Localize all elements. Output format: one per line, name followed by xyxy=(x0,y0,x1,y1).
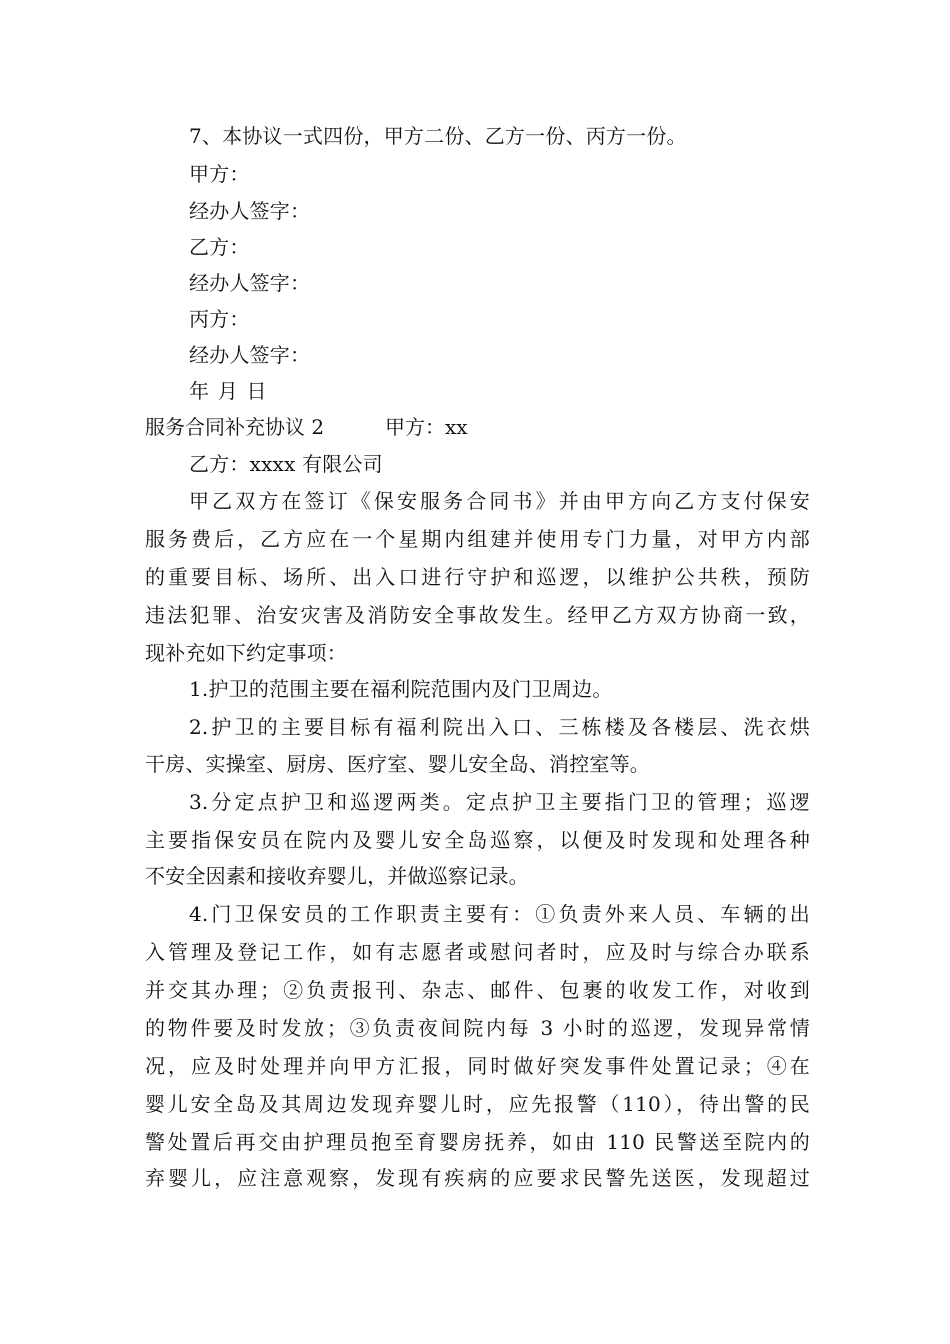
intro-line: 现补充如下约定事项： xyxy=(145,641,347,665)
intro-line: 的重要目标、场所、出入口进行守护和巡逻，以维护公共秩，预防 xyxy=(145,565,810,589)
party-c-label: 丙方： xyxy=(189,307,250,331)
item4-line: 弃婴儿，应注意观察，发现有疾病的应要求民警先送医，发现超过 xyxy=(145,1166,810,1190)
item4-line: 的物件要及时发放；③负责夜间院内每 3 小时的巡逻，发现异常情 xyxy=(145,1016,810,1040)
item1-line: 1.护卫的范围主要在福利院范围内及门卫周边。 xyxy=(189,677,613,701)
contract2-heading-row xyxy=(145,415,810,439)
intro-line: 甲乙双方在签订《保安服务合同书》并由甲方向乙方支付保安 xyxy=(189,489,810,513)
item4-line: 4.门卫保安员的工作职责主要有：①负责外来人员、车辆的出 xyxy=(189,902,810,926)
intro-line: 违法犯罪、治安灾害及消防安全事故发生。经甲乙方双方协商一致， xyxy=(145,603,810,627)
signer-c-label: 经办人签字： xyxy=(189,343,311,367)
item3-line: 3.分定点护卫和巡逻两类。定点护卫主要指门卫的管理；巡逻 xyxy=(189,790,810,814)
item4-line: 入管理及登记工作，如有志愿者或慰问者时，应及时与综合办联系 xyxy=(145,940,810,964)
item3-line: 主要指保安员在院内及婴儿安全岛巡察，以便及时发现和处理各种 xyxy=(145,828,810,852)
item4-line: 警处置后再交由护理员抱至育婴房抚养，如由 110 民警送至院内的 xyxy=(145,1130,810,1154)
date-line: 年 月 日 xyxy=(189,379,267,403)
clause-7: 7、本协议一式四份，甲方二份、乙方一份、丙方一份。 xyxy=(189,124,687,148)
contract2-party-a: 甲方：xx xyxy=(385,415,468,439)
contract2-title: 服务合同补充协议 2 xyxy=(145,415,325,439)
signer-a-label: 经办人签字： xyxy=(189,199,311,223)
item3-line: 不安全因素和接收弃婴儿，并做巡察记录。 xyxy=(145,864,529,888)
intro-line: 服务费后，乙方应在一个星期内组建并使用专门力量，对甲方内部 xyxy=(145,527,810,551)
contract2-party-b: 乙方：xxxx 有限公司 xyxy=(189,452,383,476)
party-b-label: 乙方： xyxy=(189,235,250,259)
item4-line: 况，应及时处理并向甲方汇报，同时做好突发事件处置记录；④在 xyxy=(145,1054,810,1078)
item2-line: 干房、实操室、厨房、医疗室、婴儿安全岛、消控室等。 xyxy=(145,752,650,776)
item4-line: 并交其办理；②负责报刊、杂志、邮件、包裹的收发工作，对收到 xyxy=(145,978,810,1002)
item2-line: 2.护卫的主要目标有福利院出入口、三栋楼及各楼层、洗衣烘 xyxy=(189,715,810,739)
signer-b-label: 经办人签字： xyxy=(189,271,311,295)
party-a-label: 甲方： xyxy=(189,162,250,186)
item4-line: 婴儿安全岛及其周边发现弃婴儿时，应先报警（110），待出警的民 xyxy=(145,1092,810,1116)
